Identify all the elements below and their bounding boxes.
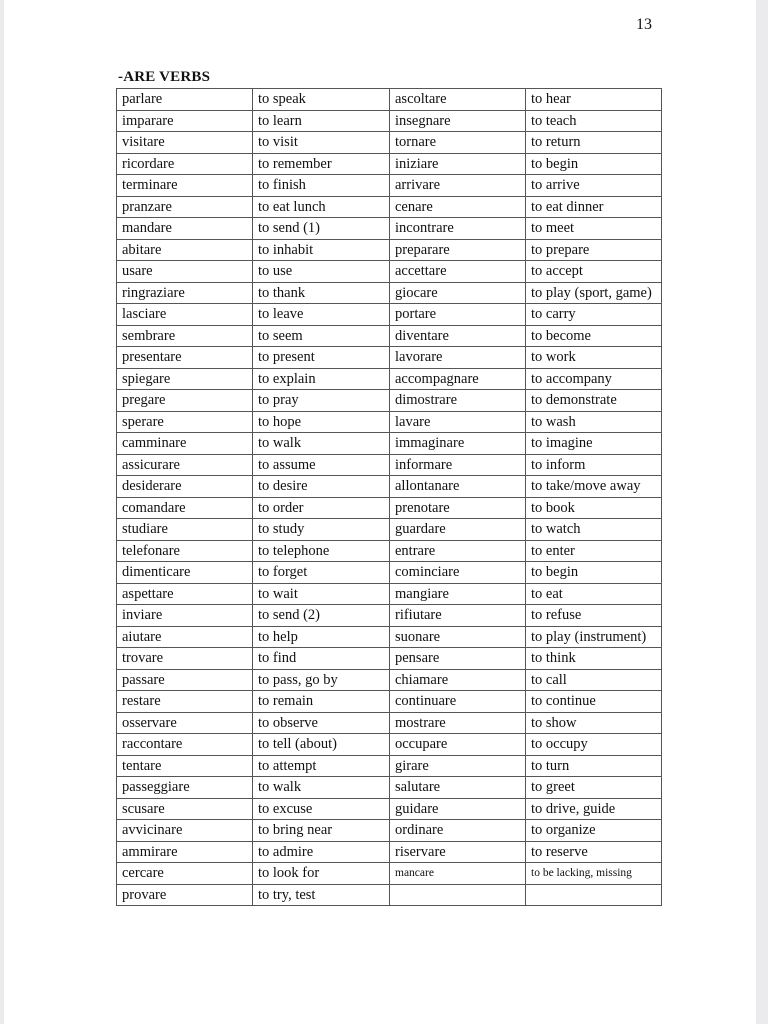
table-cell-english-meaning: to seem [253,325,390,347]
table-cell-italian-verb: assicurare [117,454,253,476]
table-cell-english-meaning: to learn [253,110,390,132]
table-cell-english-meaning: to return [526,132,662,154]
table-cell-italian-verb: informare [390,454,526,476]
table-row [117,218,662,240]
table-cell-italian-verb: pensare [390,648,526,670]
table-cell-english-meaning: to send (2) [253,605,390,627]
table-cell-italian-verb: lavorare [390,347,526,369]
table-cell-italian-verb: suonare [390,626,526,648]
table-cell-italian-verb: passeggiare [117,777,253,799]
table-cell-english-meaning: to eat lunch [253,196,390,218]
table-row [117,132,662,154]
table-cell-english-meaning: to attempt [253,755,390,777]
table-cell-italian-verb: riservare [390,841,526,863]
page-number: 13 [636,16,652,33]
table-cell-italian-verb: mancare [390,863,526,885]
table-cell-italian-verb: rifiutare [390,605,526,627]
table-cell-italian-verb: salutare [390,777,526,799]
table-cell-english-meaning: to pray [253,390,390,412]
table-row [117,691,662,713]
table-cell-english-meaning: to visit [253,132,390,154]
table-cell-italian-verb: presentare [117,347,253,369]
table-cell-italian-verb: scusare [117,798,253,820]
table-cell-italian-verb: aspettare [117,583,253,605]
table-row [117,497,662,519]
table-cell-italian-verb: ascoltare [390,89,526,111]
section-title: -ARE VERBS [118,69,211,85]
table-cell-english-meaning: to find [253,648,390,670]
table-row [117,841,662,863]
table-cell-english-meaning: to greet [526,777,662,799]
table-cell-italian-verb: parlare [117,89,253,111]
table-row [117,476,662,498]
table-row [117,863,662,885]
table-cell-english-meaning: to prepare [526,239,662,261]
table-cell-english-meaning: to pass, go by [253,669,390,691]
table-cell-italian-verb: pranzare [117,196,253,218]
table-cell-italian-verb: accettare [390,261,526,283]
table-cell-italian-verb: tentare [117,755,253,777]
table-row [117,411,662,433]
table-cell-english-meaning: to be lacking, missing [526,863,662,885]
table-row [117,519,662,541]
table-cell-english-meaning: to wash [526,411,662,433]
table-cell-english-meaning: to tell (about) [253,734,390,756]
table-row [117,562,662,584]
table-cell-italian-verb: sperare [117,411,253,433]
table-cell-italian-verb: restare [117,691,253,713]
table-cell-english-meaning: to carry [526,304,662,326]
table-cell-italian-verb: dimostrare [390,390,526,412]
table-cell-italian-verb: passare [117,669,253,691]
table-row [117,669,662,691]
table-cell-italian-verb: portare [390,304,526,326]
table-cell-english-meaning: to present [253,347,390,369]
table-cell-english-meaning [526,884,662,906]
table-cell-english-meaning: to try, test [253,884,390,906]
table-cell-italian-verb: tornare [390,132,526,154]
table-cell-italian-verb: prenotare [390,497,526,519]
table-row [117,368,662,390]
table-cell-italian-verb: provare [117,884,253,906]
table-cell-italian-verb: cenare [390,196,526,218]
table-row [117,175,662,197]
table-cell-english-meaning: to excuse [253,798,390,820]
table-cell-english-meaning: to eat [526,583,662,605]
table-cell-english-meaning: to speak [253,89,390,111]
table-cell-english-meaning: to inform [526,454,662,476]
table-row [117,239,662,261]
table-row [117,433,662,455]
table-cell-italian-verb: usare [117,261,253,283]
table-cell-italian-verb [390,884,526,906]
table-cell-english-meaning: to watch [526,519,662,541]
table-cell-italian-verb: cominciare [390,562,526,584]
table-cell-english-meaning: to play (instrument) [526,626,662,648]
table-cell-english-meaning: to show [526,712,662,734]
table-cell-english-meaning: to finish [253,175,390,197]
table-row [117,605,662,627]
table-cell-english-meaning: to play (sport, game) [526,282,662,304]
table-cell-italian-verb: comandare [117,497,253,519]
table-cell-english-meaning: to continue [526,691,662,713]
table-cell-english-meaning: to book [526,497,662,519]
table-cell-english-meaning: to telephone [253,540,390,562]
table-cell-italian-verb: insegnare [390,110,526,132]
table-cell-english-meaning: to thank [253,282,390,304]
table-cell-italian-verb: lavare [390,411,526,433]
table-cell-italian-verb: incontrare [390,218,526,240]
table-cell-italian-verb: aiutare [117,626,253,648]
table-row [117,347,662,369]
table-row [117,282,662,304]
table-cell-italian-verb: desiderare [117,476,253,498]
table-cell-italian-verb: visitare [117,132,253,154]
table-cell-english-meaning: to become [526,325,662,347]
table-cell-english-meaning: to accompany [526,368,662,390]
table-cell-english-meaning: to admire [253,841,390,863]
table-cell-italian-verb: raccontare [117,734,253,756]
table-row [117,390,662,412]
table-row [117,454,662,476]
table-cell-english-meaning: to reserve [526,841,662,863]
table-cell-english-meaning: to meet [526,218,662,240]
table-cell-italian-verb: ammirare [117,841,253,863]
table-cell-italian-verb: ringraziare [117,282,253,304]
table-row [117,777,662,799]
table-cell-italian-verb: sembrare [117,325,253,347]
table-cell-italian-verb: mostrare [390,712,526,734]
table-cell-english-meaning: to begin [526,153,662,175]
table-cell-italian-verb: entrare [390,540,526,562]
table-cell-english-meaning: to walk [253,433,390,455]
table-cell-italian-verb: immaginare [390,433,526,455]
table-cell-italian-verb: ricordare [117,153,253,175]
table-cell-english-meaning: to begin [526,562,662,584]
table-cell-english-meaning: to take/move away [526,476,662,498]
table-cell-english-meaning: to drive, guide [526,798,662,820]
table-row [117,755,662,777]
table-row [117,712,662,734]
table-cell-english-meaning: to eat dinner [526,196,662,218]
table-cell-italian-verb: giocare [390,282,526,304]
table-cell-english-meaning: to hope [253,411,390,433]
table-cell-italian-verb: guidare [390,798,526,820]
table-cell-english-meaning: to wait [253,583,390,605]
table-cell-italian-verb: trovare [117,648,253,670]
table-cell-english-meaning: to refuse [526,605,662,627]
table-cell-english-meaning: to call [526,669,662,691]
verb-table [116,88,662,906]
table-cell-italian-verb: camminare [117,433,253,455]
table-cell-english-meaning: to organize [526,820,662,842]
table-cell-italian-verb: osservare [117,712,253,734]
table-cell-english-meaning: to remain [253,691,390,713]
table-cell-italian-verb: allontanare [390,476,526,498]
table-row [117,583,662,605]
table-cell-english-meaning: to help [253,626,390,648]
table-cell-english-meaning: to explain [253,368,390,390]
table-cell-italian-verb: pregare [117,390,253,412]
table-cell-english-meaning: to remember [253,153,390,175]
table-row [117,540,662,562]
table-cell-english-meaning: to demonstrate [526,390,662,412]
table-cell-english-meaning: to send (1) [253,218,390,240]
table-cell-english-meaning: to occupy [526,734,662,756]
table-cell-italian-verb: chiamare [390,669,526,691]
verb-table-body [117,89,662,906]
document-page [4,0,756,1024]
table-cell-english-meaning: to teach [526,110,662,132]
table-row [117,798,662,820]
table-cell-english-meaning: to desire [253,476,390,498]
table-row [117,820,662,842]
table-row [117,884,662,906]
table-cell-english-meaning: to bring near [253,820,390,842]
table-cell-english-meaning: to look for [253,863,390,885]
table-cell-italian-verb: accompagnare [390,368,526,390]
table-cell-english-meaning: to imagine [526,433,662,455]
table-row [117,648,662,670]
table-cell-italian-verb: lasciare [117,304,253,326]
table-row [117,89,662,111]
table-cell-italian-verb: preparare [390,239,526,261]
table-row [117,153,662,175]
table-cell-english-meaning: to accept [526,261,662,283]
table-cell-italian-verb: diventare [390,325,526,347]
table-cell-italian-verb: studiare [117,519,253,541]
table-cell-italian-verb: girare [390,755,526,777]
table-cell-italian-verb: dimenticare [117,562,253,584]
table-cell-italian-verb: spiegare [117,368,253,390]
table-cell-italian-verb: guardare [390,519,526,541]
table-cell-italian-verb: cercare [117,863,253,885]
table-cell-italian-verb: mangiare [390,583,526,605]
table-cell-english-meaning: to use [253,261,390,283]
table-cell-italian-verb: continuare [390,691,526,713]
table-cell-english-meaning: to assume [253,454,390,476]
table-cell-english-meaning: to forget [253,562,390,584]
table-cell-italian-verb: inviare [117,605,253,627]
table-cell-italian-verb: abitare [117,239,253,261]
table-cell-english-meaning: to study [253,519,390,541]
table-cell-english-meaning: to order [253,497,390,519]
table-cell-italian-verb: imparare [117,110,253,132]
table-row [117,325,662,347]
table-cell-english-meaning: to observe [253,712,390,734]
table-cell-english-meaning: to enter [526,540,662,562]
table-cell-english-meaning: to leave [253,304,390,326]
table-cell-italian-verb: terminare [117,175,253,197]
table-cell-english-meaning: to hear [526,89,662,111]
table-row [117,734,662,756]
table-row [117,261,662,283]
table-cell-italian-verb: arrivare [390,175,526,197]
table-cell-italian-verb: iniziare [390,153,526,175]
table-row [117,626,662,648]
table-cell-italian-verb: occupare [390,734,526,756]
table-cell-english-meaning: to think [526,648,662,670]
table-cell-english-meaning: to walk [253,777,390,799]
table-cell-english-meaning: to turn [526,755,662,777]
table-cell-english-meaning: to work [526,347,662,369]
table-cell-italian-verb: telefonare [117,540,253,562]
table-cell-italian-verb: mandare [117,218,253,240]
table-cell-italian-verb: ordinare [390,820,526,842]
table-cell-english-meaning: to inhabit [253,239,390,261]
table-cell-italian-verb: avvicinare [117,820,253,842]
table-row [117,196,662,218]
table-cell-english-meaning: to arrive [526,175,662,197]
table-row [117,304,662,326]
table-row [117,110,662,132]
